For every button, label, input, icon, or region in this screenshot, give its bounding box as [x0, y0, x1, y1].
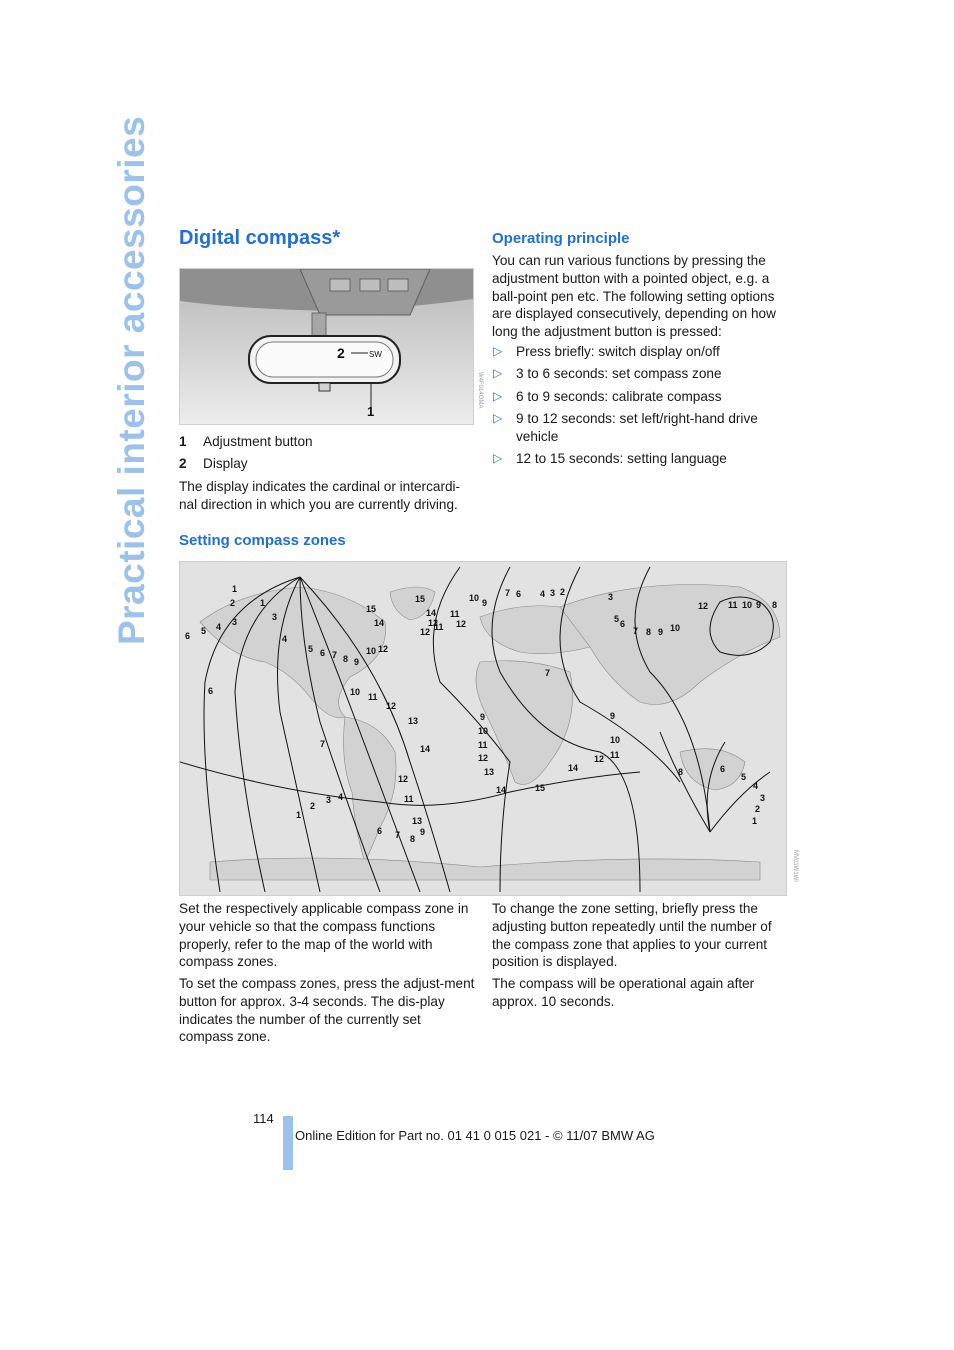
svg-text:14: 14 [426, 608, 437, 618]
svg-text:3: 3 [232, 617, 238, 627]
compass-zones-heading: Setting compass zones [179, 532, 346, 549]
svg-text:6: 6 [185, 631, 191, 641]
svg-text:5: 5 [614, 614, 620, 624]
svg-text:5: 5 [308, 644, 314, 654]
footer-edition-text: Online Edition for Part no. 01 41 0 015 021 - © 11/07 BMW AG [295, 1128, 655, 1143]
mirror-figure [179, 268, 474, 425]
svg-text:7: 7 [505, 588, 511, 598]
list-item [492, 343, 792, 361]
svg-text:9: 9 [610, 711, 616, 721]
svg-text:9: 9 [480, 712, 486, 722]
svg-text:9: 9 [658, 627, 664, 637]
compass-display-readout: SW [369, 350, 382, 359]
page-number: 114 [253, 1111, 274, 1126]
svg-text:3: 3 [272, 612, 278, 622]
svg-text:4: 4 [540, 589, 546, 599]
section-heading: Digital compass* [179, 227, 341, 249]
operating-options-list [492, 343, 792, 472]
svg-text:6: 6 [377, 826, 383, 836]
chapter-side-title: Practical interior accessories [111, 115, 152, 645]
svg-text:12: 12 [378, 644, 389, 654]
svg-text:9: 9 [354, 657, 360, 667]
svg-text:8: 8 [772, 600, 778, 610]
svg-text:9: 9 [756, 600, 762, 610]
legend-label: Display [203, 456, 248, 471]
svg-text:14: 14 [374, 618, 385, 628]
svg-text:10: 10 [610, 735, 621, 745]
svg-text:7: 7 [320, 739, 326, 749]
svg-text:6: 6 [320, 648, 326, 658]
svg-text:2: 2 [560, 587, 566, 597]
svg-text:5: 5 [741, 772, 747, 782]
svg-text:14: 14 [420, 744, 431, 754]
legend-label: Adjustment button [203, 434, 313, 449]
map-code: MV01W1Wl [792, 850, 798, 882]
svg-text:5: 5 [201, 626, 207, 636]
svg-text:1: 1 [752, 816, 758, 826]
legend-item-1 [179, 434, 313, 449]
list-item-text: 9 to 12 seconds: set left/right-hand drive vehicle [516, 410, 758, 444]
figure1-code: W4F014OMA [477, 372, 483, 409]
svg-text:11: 11 [610, 750, 620, 760]
svg-text:9: 9 [482, 598, 488, 608]
mirror-illustration [180, 269, 473, 424]
operating-principle-heading: Operating principle [492, 230, 630, 247]
svg-text:2: 2 [230, 598, 236, 608]
operating-principle-text: You can run various functions by pressing the adjustment button with a pointed object, e.g. a ball-point pen etc. The following setting options are displayed consecutively, depending on how long the adjustment button is pressed: [492, 253, 776, 340]
list-item [492, 365, 792, 383]
svg-text:12: 12 [456, 619, 467, 629]
svg-text:1: 1 [232, 584, 238, 594]
svg-text:9: 9 [420, 827, 426, 837]
svg-text:6: 6 [720, 764, 726, 774]
zones-left-paragraph-1: Set the respectively applicable compass zone in your vehicle so that the compass functions properly, refer to the map of the world with compass zones. [179, 901, 469, 970]
svg-text:7: 7 [633, 626, 639, 636]
svg-text:11: 11 [478, 740, 488, 750]
svg-text:11: 11 [368, 692, 378, 702]
list-item-text: 3 to 6 seconds: set compass zone [516, 366, 722, 382]
svg-text:12: 12 [428, 618, 439, 628]
svg-text:3: 3 [760, 793, 766, 803]
svg-text:3: 3 [608, 592, 614, 602]
list-item [492, 410, 792, 446]
svg-text:6: 6 [620, 619, 626, 629]
svg-text:12: 12 [386, 701, 397, 711]
svg-text:12: 12 [420, 627, 431, 637]
svg-text:2: 2 [310, 801, 316, 811]
zones-right-paragraph-2: The compass will be operational again after approx. 10 seconds. [492, 976, 755, 1009]
svg-text:15: 15 [366, 604, 377, 614]
svg-text:8: 8 [410, 834, 416, 844]
svg-text:7: 7 [395, 830, 401, 840]
callout-1-label: 1 [367, 404, 375, 419]
svg-text:11: 11 [450, 609, 460, 619]
svg-text:13: 13 [484, 767, 495, 777]
svg-text:3: 3 [550, 588, 556, 598]
list-item-text: 12 to 15 seconds: setting language [516, 450, 727, 466]
list-item-text: 6 to 9 seconds: calibrate compass [516, 388, 722, 404]
intro-paragraph: The display indicates the cardinal or intercardi-nal direction in which you are currently driving. [179, 479, 461, 512]
svg-text:11: 11 [434, 622, 444, 632]
svg-text:4: 4 [753, 781, 759, 791]
callout-2-label: 2 [337, 345, 345, 361]
svg-text:7: 7 [332, 650, 338, 660]
svg-text:3: 3 [326, 795, 332, 805]
compass-zone-world-map [179, 561, 787, 896]
zones-right-paragraph-1: To change the zone setting, briefly press the adjusting button repeatedly until the number of the compass zone that applies to your current position is displayed. [492, 901, 772, 970]
svg-text:10: 10 [742, 600, 753, 610]
svg-text:4: 4 [216, 622, 222, 632]
svg-text:13: 13 [412, 816, 423, 826]
svg-text:14: 14 [568, 763, 579, 773]
svg-text:8: 8 [646, 627, 652, 637]
footer-accent-bar [283, 1116, 293, 1170]
list-item [492, 450, 792, 468]
svg-text:13: 13 [408, 716, 419, 726]
svg-text:11: 11 [728, 600, 738, 610]
svg-text:11: 11 [404, 794, 414, 804]
svg-text:10: 10 [469, 593, 480, 603]
svg-text:12: 12 [698, 601, 709, 611]
svg-text:8: 8 [343, 654, 349, 664]
triangle-bullet-icon: ▷ [493, 450, 503, 465]
svg-text:12: 12 [594, 754, 605, 764]
legend-number: 1 [179, 434, 187, 449]
svg-text:7: 7 [545, 668, 551, 678]
triangle-bullet-icon: ▷ [493, 366, 503, 381]
svg-text:10: 10 [350, 687, 361, 697]
svg-text:8: 8 [678, 767, 684, 777]
svg-text:2: 2 [755, 804, 761, 814]
svg-text:1: 1 [296, 810, 302, 820]
svg-text:10: 10 [366, 646, 377, 656]
svg-text:1: 1 [260, 598, 266, 608]
triangle-bullet-icon: ▷ [493, 410, 503, 425]
triangle-bullet-icon: ▷ [493, 388, 503, 403]
svg-text:6: 6 [208, 686, 214, 696]
svg-text:15: 15 [535, 783, 546, 793]
svg-text:12: 12 [398, 774, 409, 784]
svg-text:15: 15 [415, 594, 426, 604]
legend-item-2 [179, 456, 248, 471]
svg-text:10: 10 [670, 623, 681, 633]
svg-text:10: 10 [478, 726, 489, 736]
list-item [492, 388, 792, 406]
svg-text:4: 4 [338, 792, 344, 802]
svg-text:6: 6 [516, 589, 522, 599]
legend-number: 2 [179, 456, 187, 471]
triangle-bullet-icon: ▷ [493, 344, 503, 358]
zones-left-paragraph-2: To set the compass zones, press the adjust-ment button for approx. 3-4 seconds. The dis-play indicates the number of the currently set compass zone. [179, 976, 475, 1045]
list-item-text: Press briefly: switch display on/off [516, 344, 720, 359]
world-map-illustration [180, 562, 786, 895]
svg-text:4: 4 [282, 634, 288, 644]
svg-text:14: 14 [496, 785, 507, 795]
svg-text:12: 12 [478, 753, 489, 763]
